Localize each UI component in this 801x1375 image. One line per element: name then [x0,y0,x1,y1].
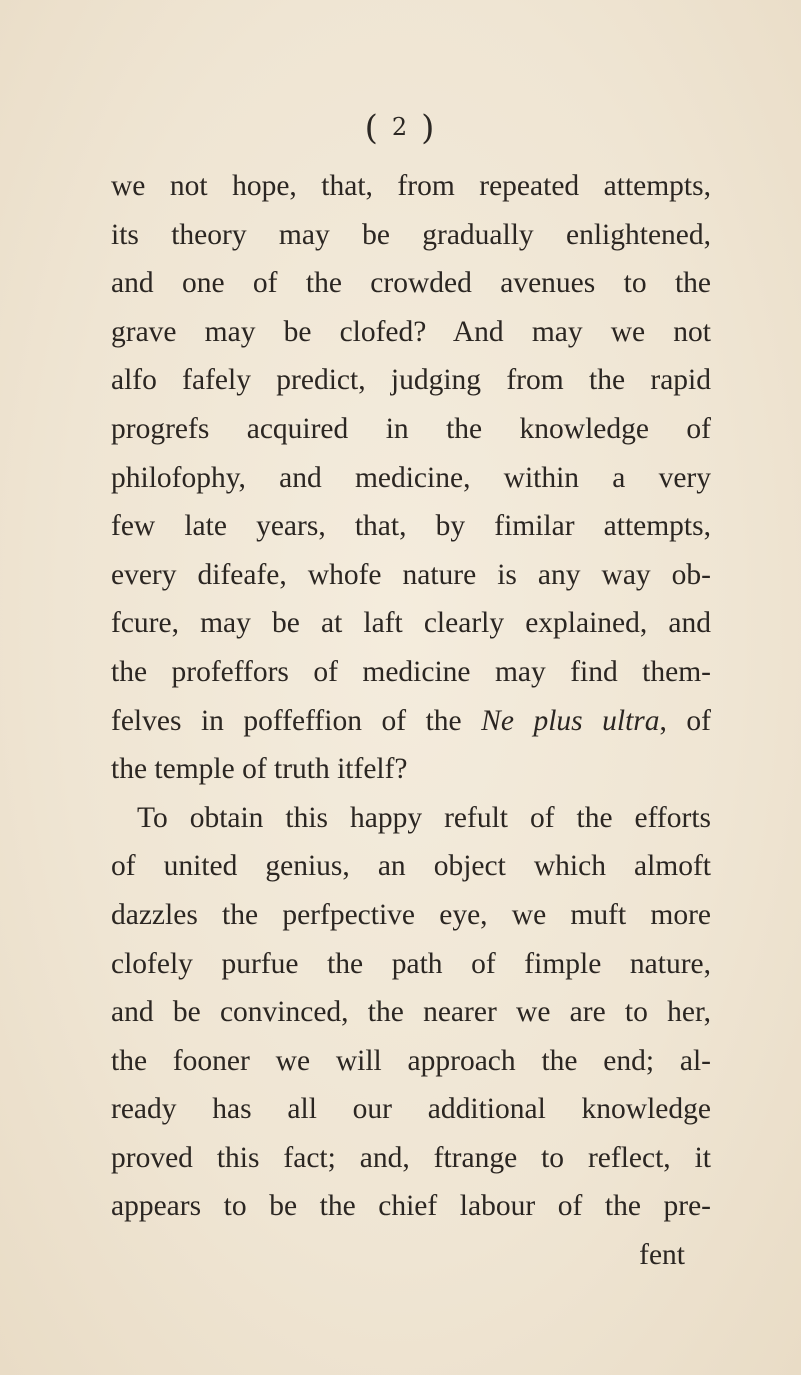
text-segment: , of [659,704,712,737]
text-line: the fooner we will approach the end; al- [111,1044,711,1077]
text-line: alfo fafely predict, judging from the rapid [111,364,711,397]
text-line: dazzles the perfpective eye, we muft more [111,898,711,931]
text-line: few late years, that, by fimilar attempts, [111,510,711,543]
italic-phrase: Ne plus ultra [481,704,660,737]
text-line: philofophy, and medicine, within a very [111,461,711,494]
text-line: and one of the crowded avenues to the [111,267,711,300]
text-line: its theory may be gradually enlightened, [111,218,711,251]
text-line: grave may be clofed? And may we not [111,315,711,348]
text-line: progrefs acquired in the knowledge of [111,412,711,445]
text-line: fcure, may be at laft clearly explained, and [111,607,711,640]
text-line: ready has all our additional knowledge [111,1093,711,1126]
text-line: we not hope, that, from repeated attempts, [111,170,711,202]
text-segment: felves in poffeffion of the [111,704,482,737]
text-line: the temple of truth itfelf? [111,753,408,786]
body-text [111,162,711,1280]
page-number-close-paren: ) [421,108,437,148]
page-number [0,108,801,148]
text-line: the profeffors of medicine may find them- [111,655,711,688]
page-number-open-paren: ( [364,108,380,148]
text-line: clofely purfue the path of fimple nature, [111,947,711,980]
text-line: of united genius, an object which almoft [111,850,711,883]
page-number-digit: 2 [391,113,410,141]
text-line: proved this fact; and, ftrange to reflect, it [111,1141,711,1174]
text-line: and be convinced, the nearer we are to her, [111,996,711,1029]
paragraph-start-line: To obtain this happy refult of the efforts [137,801,711,834]
text-line: appears to be the chief labour of the pre- [111,1190,711,1223]
text-line-with-italic [111,697,711,746]
text-line: every difeafe, whofe nature is any way ob- [111,558,711,591]
catchword: fent [639,1239,685,1272]
